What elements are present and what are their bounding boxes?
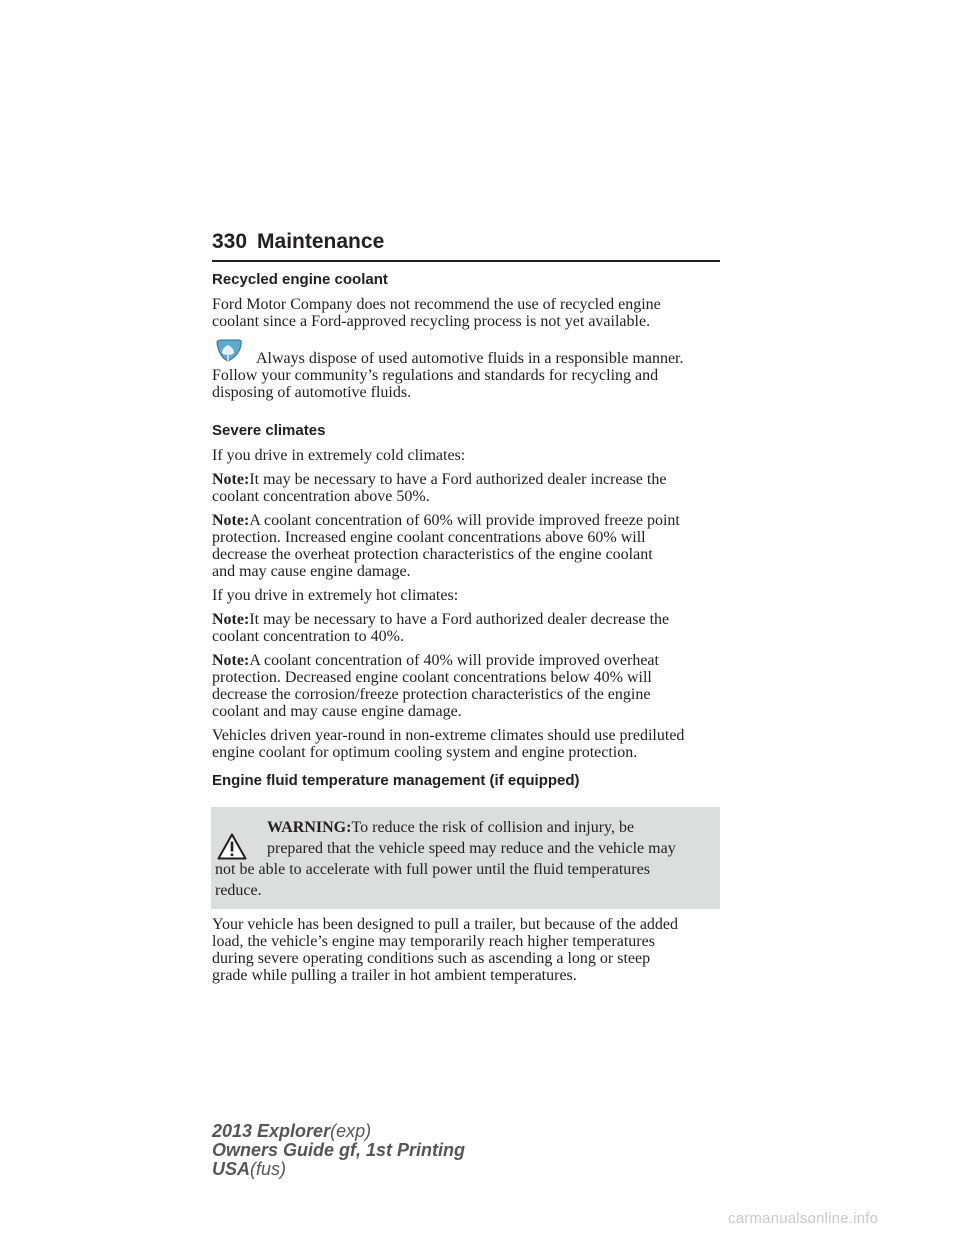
paragraph-line: decrease the corrosion/freeze protection characteristics of the engine <box>212 686 651 703</box>
note-label: Note: <box>212 471 250 488</box>
paragraph-line: Always dispose of used automotive fluids in a responsible manner. <box>256 350 684 367</box>
footer-market-code: (fus) <box>250 1159 287 1179</box>
warning-box <box>211 807 720 909</box>
paragraph-line: grade while pulling a trailer in hot ambient temperatures. <box>212 967 577 984</box>
warning-text: not be able to accelerate with full power until the fluid temperatures <box>215 861 650 878</box>
page-header <box>212 228 720 256</box>
note-line: Note:It may be necessary to have a Ford authorized dealer increase the <box>212 471 667 488</box>
paragraph-line: coolant concentration above 50%. <box>212 488 430 505</box>
footer-model-code: (exp) <box>330 1121 372 1141</box>
environment-note <box>212 350 722 401</box>
warning-label: WARNING: <box>267 819 352 836</box>
heading-severe-climates: Severe climates <box>212 422 326 439</box>
note-line: Note:A coolant concentration of 60% will provide improved freeze point <box>212 512 680 529</box>
paragraph-line: Vehicles driven year-round in non-extreme climates should use prediluted <box>212 727 685 744</box>
paragraph-line: protection. Increased engine coolant concentrations above 60% will <box>212 529 646 546</box>
paragraph-line: load, the vehicle’s engine may temporarily reach higher temperatures <box>212 933 655 950</box>
warning-text: reduce. <box>215 882 262 899</box>
paragraph-line: and may cause engine damage. <box>212 563 411 580</box>
footer-model: 2013 Explorer <box>212 1121 331 1141</box>
note-label: Note: <box>212 652 250 669</box>
note-label: Note: <box>212 611 250 628</box>
note-line: Note:It may be necessary to have a Ford authorized dealer decrease the <box>212 611 670 628</box>
paragraph-line: disposing of automotive fluids. <box>212 384 412 401</box>
paragraph-line: If you drive in extremely hot climates: <box>212 587 459 604</box>
page-number: 330 <box>212 230 248 253</box>
page-footer <box>212 1122 465 1179</box>
paragraph-line: coolant since a Ford-approved recycling process is not yet available. <box>212 313 651 330</box>
note-label: Note: <box>212 512 250 529</box>
paragraph-line: coolant concentration to 40%. <box>212 628 404 645</box>
section-title: Maintenance <box>257 230 385 253</box>
paragraph-line: protection. Decreased engine coolant concentrations below 40% will <box>212 669 652 686</box>
paragraph-line: Ford Motor Company does not recommend the use of recycled engine <box>212 296 661 313</box>
page-content <box>212 270 722 984</box>
heading-recycled-coolant: Recycled engine coolant <box>212 271 388 288</box>
paragraph-line: engine coolant for optimum cooling system and engine protection. <box>212 744 638 761</box>
header-rule <box>212 260 720 262</box>
leaf-icon <box>213 339 243 365</box>
paragraph-line: Follow your community’s regulations and standards for recycling and <box>212 367 659 384</box>
warning-triangle-icon <box>217 833 247 860</box>
note-line: Note:A coolant concentration of 40% will provide improved overheat <box>212 652 659 669</box>
paragraph-line: during severe operating conditions such as ascending a long or steep <box>212 950 651 967</box>
heading-fluid-temperature: Engine fluid temperature management (if equipped) <box>212 772 580 789</box>
paragraph-line: decrease the overheat protection characteristics of the engine coolant <box>212 546 653 563</box>
footer-market: USA <box>212 1159 251 1179</box>
warning-text: prepared that the vehicle speed may reduce and the vehicle may <box>267 840 676 857</box>
paragraph-line: If you drive in extremely cold climates: <box>212 447 466 464</box>
paragraph-line: coolant and may cause engine damage. <box>212 703 462 720</box>
paragraph-line: Your vehicle has been designed to pull a trailer, but because of the added <box>212 916 679 933</box>
watermark: carmanualsonline.info <box>728 1210 879 1227</box>
warning-text: To reduce the risk of collision and injury, be <box>351 819 635 836</box>
footer-guide: Owners Guide gf, 1st Printing <box>212 1140 466 1160</box>
